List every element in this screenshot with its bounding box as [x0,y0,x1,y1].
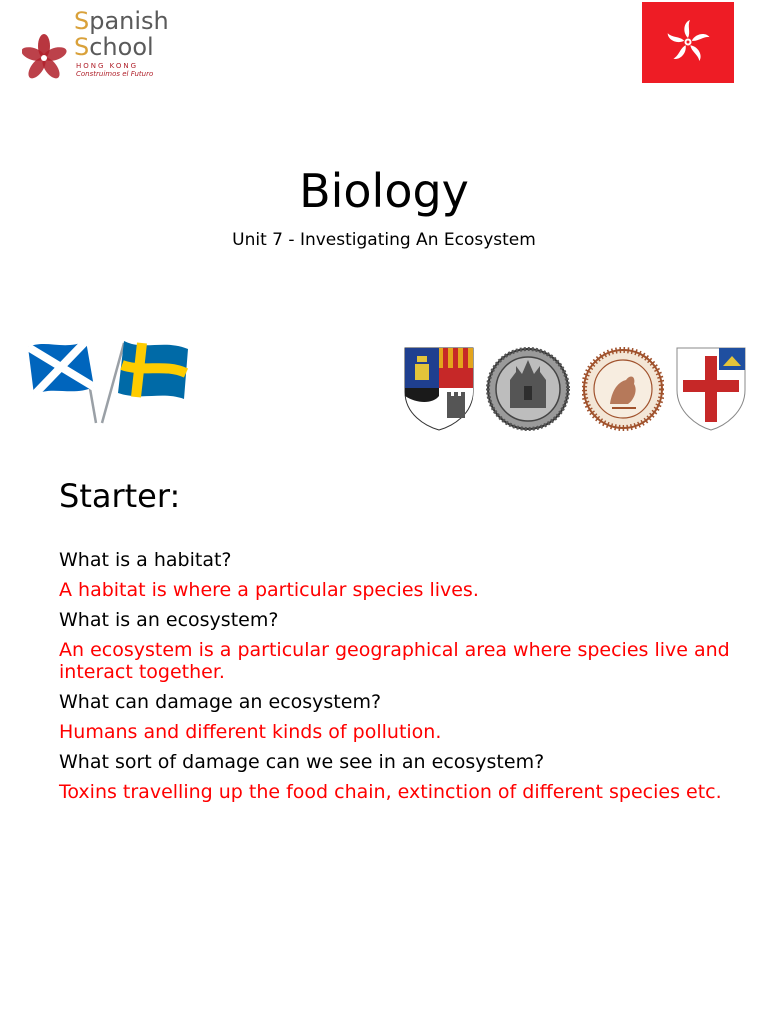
question-4: What sort of damage can we see in an ecosystem? [59,751,545,773]
sweden-flag-icon [118,341,188,399]
question-3: What can damage an ecosystem? [59,691,382,713]
question-2: What is an ecosystem? [59,609,279,631]
logo-tagline: Construimos el Futuro [76,70,154,78]
page-title: Biology [299,164,469,218]
answer-4: Toxins travelling up the food chain, extinction of different species etc. [59,781,722,803]
logo-subtitle: HONG KONG [76,62,139,70]
flower-logo-icon [22,28,72,108]
logo-line-2: School [74,33,154,61]
university-seal-icon [486,346,570,436]
logo-line-1: Spanish [74,7,169,35]
question-1: What is a habitat? [59,549,232,571]
crossed-flags-image [24,335,194,429]
aberdeen-crest-icon [403,346,475,436]
scotland-flag-icon [28,341,94,395]
logo-line-1-rest: panish [89,7,169,35]
page-subtitle: Unit 7 - Investigating An Ecosystem [232,230,536,250]
lund-seal-icon [582,346,664,436]
logo-line-2-rest: chool [89,33,154,61]
templar-cross-crest-icon [675,346,747,436]
starter-heading: Starter: [59,477,181,515]
hong-kong-flag-icon [642,2,734,83]
answer-3: Humans and different kinds of pollution. [59,721,442,743]
starter-qa-list [59,549,739,811]
school-logo [22,7,169,88]
answer-2: An ecosystem is a particular geographical area where species live and interact together. [59,639,730,683]
answer-1: A habitat is where a particular species lives. [59,579,479,601]
